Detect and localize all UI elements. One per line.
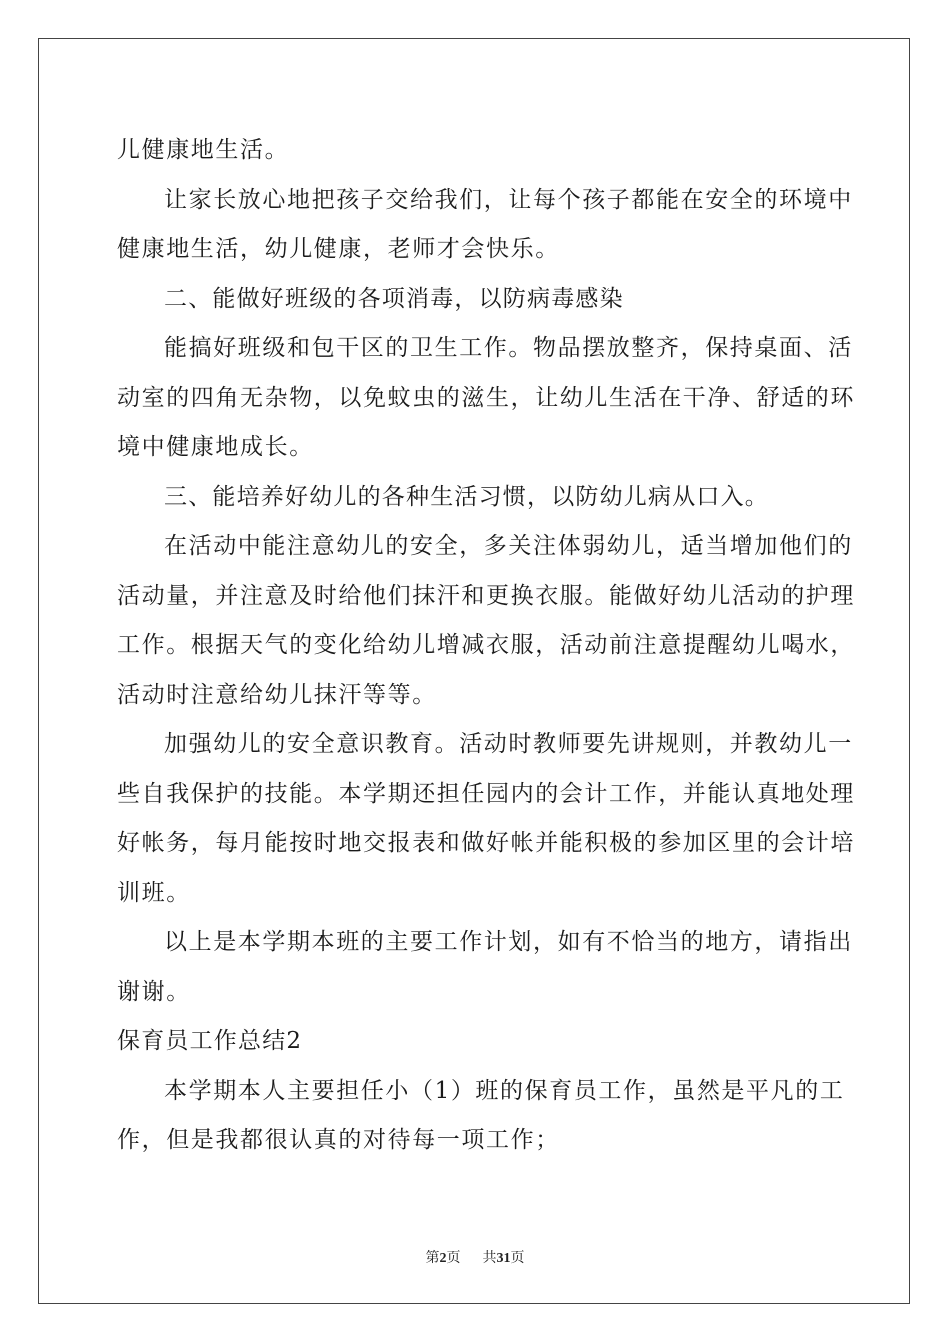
text-line: 动室的四角无杂物，以免蚊虫的滋生，让幼儿生活在干净、舒适的环 <box>117 384 855 411</box>
text-line: 作，但是我都很认真的对待每一项工作； <box>117 1127 560 1153</box>
total-pages-label: 共31页 <box>482 1250 525 1266</box>
text-line: 能搞好班级和包干区的卫生工作。物品摆放整齐，保持桌面、活 <box>164 335 853 361</box>
text-line: 本学期本人主要担任小（1）班的保育员工作，虽然是平凡的工 <box>164 1077 845 1104</box>
text-line: 谢谢。 <box>117 978 191 1005</box>
text-line: 些自我保护的技能。本学期还担任园内的会计工作，并能认真地处理 <box>117 780 855 807</box>
article-title: 保育员工作总结2 <box>117 1028 303 1054</box>
text-line: 活动量，并注意及时给他们抹汗和更换衣服。能做好幼儿活动的护理 <box>117 582 855 609</box>
text-line: 工作。根据天气的变化给幼儿增减衣服，活动前注意提醒幼儿喝水， <box>117 632 855 658</box>
text-line: 让家长放心地把孩子交给我们，让每个孩子都能在安全的环境中 <box>164 186 853 213</box>
page-number: 2 <box>439 1251 447 1266</box>
text-line: 儿健康地生活。 <box>117 137 290 163</box>
text-line: 加强幼儿的安全意识教育。活动时教师要先讲规则，并教幼儿一 <box>164 731 853 757</box>
text-line: 活动时注意给幼儿抹汗等等。 <box>117 681 437 708</box>
text-line: 以上是本学期本班的主要工作计划，如有不恰当的地方，请指出 <box>164 929 853 955</box>
document-body <box>117 126 855 1166</box>
text-line: 在活动中能注意幼儿的安全，多关注体弱幼儿，适当增加他们的 <box>164 533 853 559</box>
section-heading: 三、能培养好幼儿的各种生活习惯，以防幼儿病从口入。 <box>164 483 769 510</box>
text-line: 好帐务，每月能按时地交报表和做好帐并能积极的参加区里的会计培 <box>117 830 855 856</box>
text-line: 训班。 <box>117 879 191 906</box>
text-line: 境中健康地成长。 <box>117 434 314 460</box>
text-line: 健康地生活，幼儿健康，老师才会快乐。 <box>117 236 560 262</box>
total-pages: 31 <box>496 1251 511 1266</box>
page-footer <box>0 1247 950 1267</box>
section-heading: 二、能做好班级的各项消毒，以防病毒感染 <box>164 285 624 312</box>
page-label: 第2页 <box>425 1250 461 1266</box>
